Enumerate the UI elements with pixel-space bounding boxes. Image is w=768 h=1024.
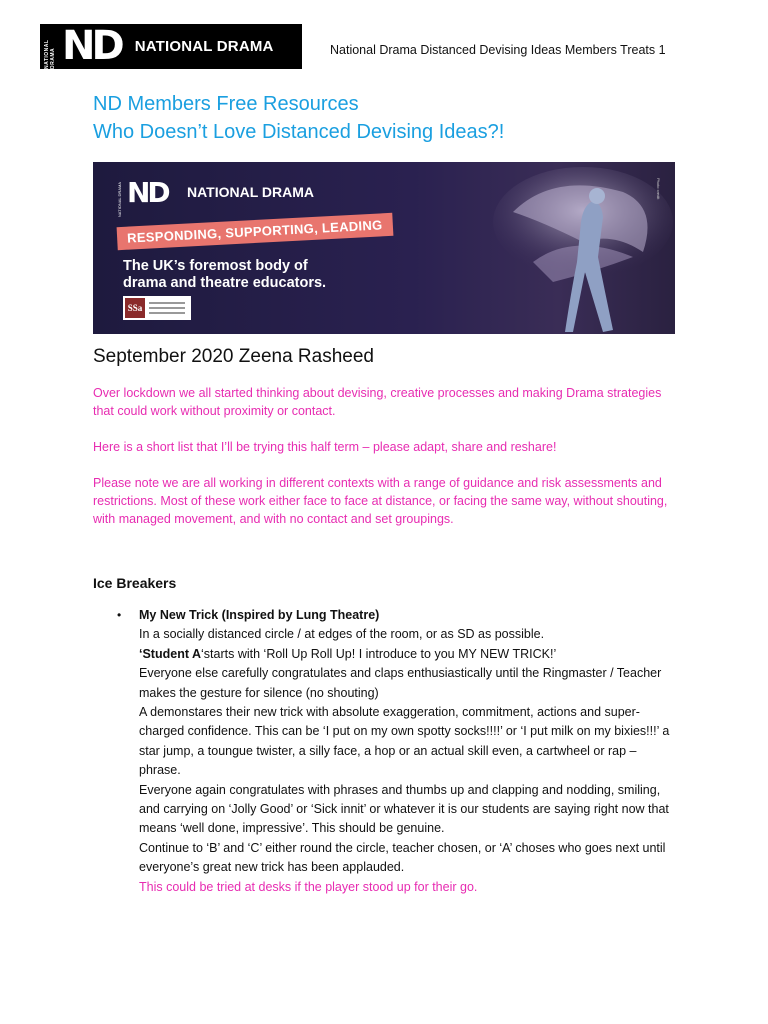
activity-line-1: In a socially distanced circle / at edges of the room, or as SD as possible. [139,627,545,642]
activity-line-2 [139,645,677,664]
dancer-photo [473,162,675,334]
partner-logo-mark: SSa [125,298,145,318]
photo-credit-text: Photo credit [656,178,661,200]
logo-mark: ND [62,23,121,69]
activity-title: My New Trick (Inspired by Lung Theatre) [139,608,380,622]
national-drama-logo [40,24,302,69]
activity-note: This could be tried at desks if the player stood up for their go. [139,879,478,894]
bullet-icon: • [117,608,122,622]
intro-paragraph-3: Please note we are all working in different contexts with a range of guidance and risk assessments and restrictions. Most of these work either face to face at distance, or facing the same way, without shouting, with managed movement, and with no contact and set groupings. [93,476,668,526]
page-title [93,90,504,146]
logo-vertical-text: NATIONAL DRAMA [44,39,56,69]
header-document-title: National Drama Distanced Devising Ideas Members Treats 1 [330,43,666,57]
partner-logo [123,296,191,320]
title-line-2: Who Doesn’t Love Distanced Devising Ideas?! [93,121,505,143]
intro-paragraph-2: Here is a short list that I’ll be trying this half term – please adapt, share and reshare! [93,440,557,454]
banner-tagline-line-1: The UK’s foremost body of [123,258,308,274]
author-date-heading: September 2020 Zeena Rasheed [93,346,374,367]
logo-name: NATIONAL DRAMA [134,38,274,55]
list-item [117,606,677,897]
list-item-content [139,606,677,897]
activity-paragraph-6: Continue to ‘B’ and ‘C’ either round the circle, teacher chosen, or ‘A’ choses who goes next until everyone’s great new trick has been applauded. [139,840,666,875]
activity-paragraph-5: Everyone again congratulates with phrases and thumbs up and clapping and nodding, smiling, and carrying on ‘Jolly Good’ or ‘Sick innit’ or whatever it is our students are saying right now that means ‘well done, impressive’. This should be genuine. [139,782,669,836]
banner-logo-mark: ND [127,176,168,209]
banner-slogan: RESPONDING, SUPPORTING, LEADING [117,213,393,250]
banner-logo-name: NATIONAL DRAMA [187,184,315,200]
title-line-1: ND Members Free Resources [93,93,359,115]
banner-tagline [123,258,326,292]
student-label: ‘Student A [139,646,202,661]
banner-vertical-text: NATIONAL DRAMA [117,182,122,218]
section-heading: Ice Breakers [93,575,177,591]
activity-paragraph-4: A demonstares their new trick with absolute exaggeration, commitment, actions and super-charged confidence. This can be ‘I put on my own spotty socks!!!!’ or ‘I put milk on my bixies!!!’ a star jump, a toungue twister, a silly face, a hop or an actual skill even, a cartwheel or rap – phrase. [139,705,670,778]
national-drama-banner [93,162,675,334]
banner-tagline-line-2: drama and theatre educators. [123,275,327,291]
activity-paragraph-3: Everyone else carefully congratulates and claps enthusiastically until the Ringmaster / Teacher makes the gesture for silence (no shouting) [139,666,662,700]
partner-logo-lines [149,299,185,317]
student-line: ‘starts with ‘Roll Up Roll Up! I introduce to you MY NEW TRICK!’ [201,646,557,661]
intro-paragraph-1: Over lockdown we all started thinking about devising, creative processes and making Drama strategies that could work without proximity or contact. [93,386,662,418]
